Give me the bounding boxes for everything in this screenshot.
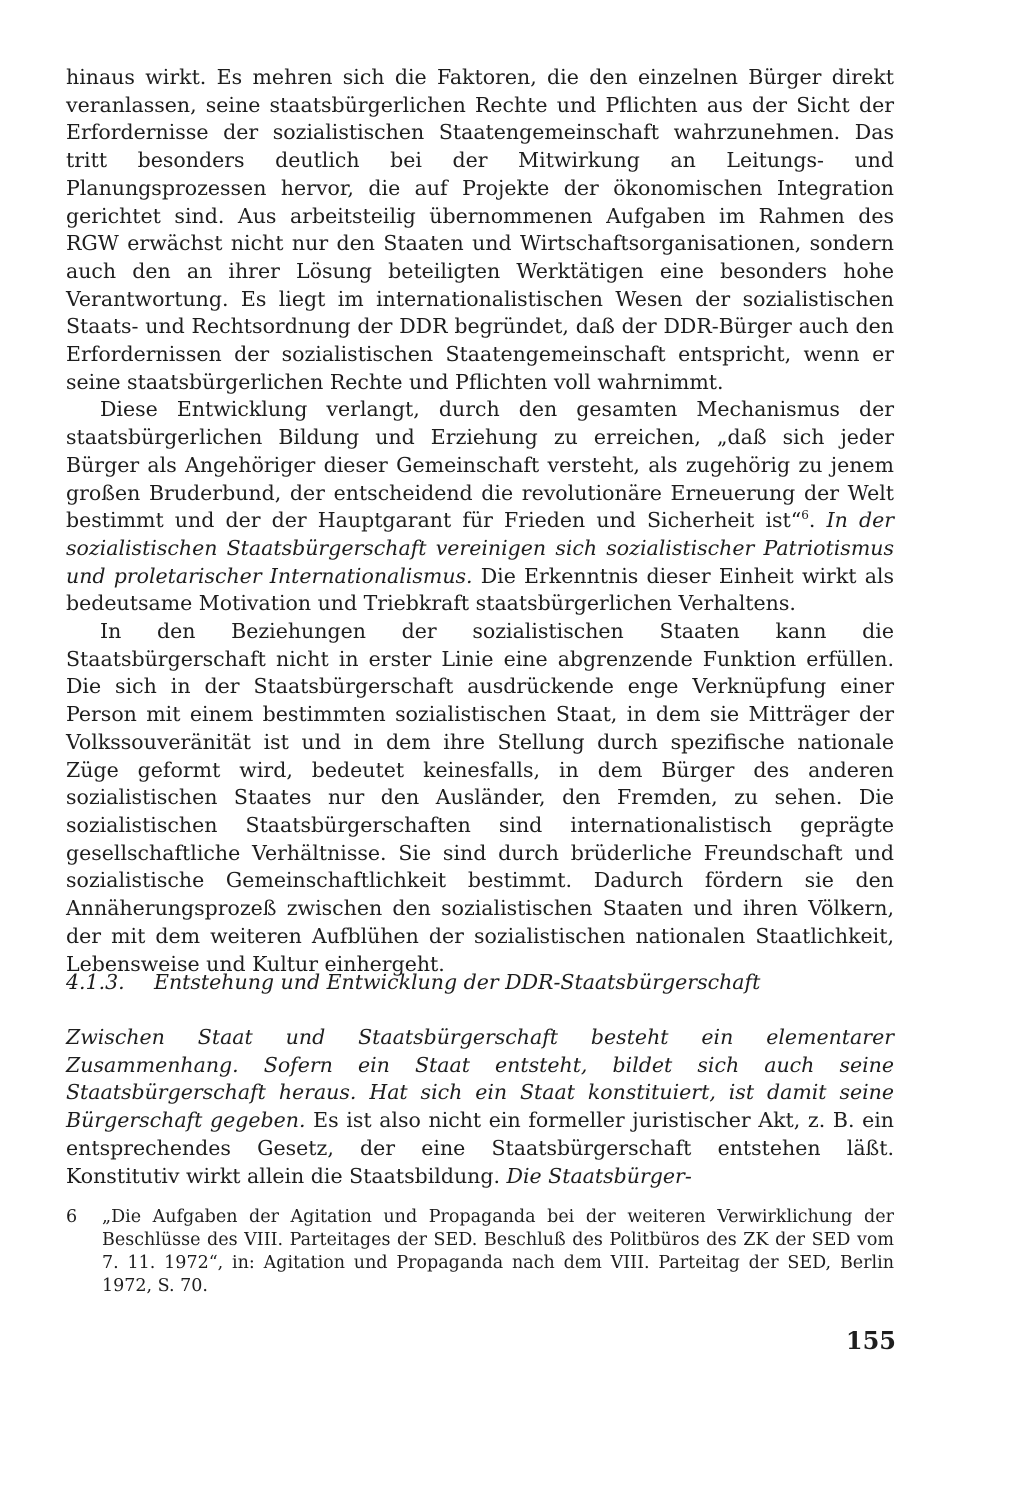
paragraph-2-italic: In der sozialistischen Staatsbürgerschaft vereinigen sich sozialistischer Patriotismus und proletarischer Internationalismus.: [66, 508, 894, 588]
paragraph-2-text-after: Die Erkenntnis dieser Einheit wirkt als bedeutsame Motivation und Triebkraft staatsbürgerlichen Verhaltens.: [66, 563, 894, 616]
footnote-number: 6: [66, 1207, 78, 1227]
section-heading: [66, 968, 894, 996]
section-text-middle: Es ist also nicht ein formeller juristischer Akt, z. B. ein entsprechendes Gesetz, der eine Staatsbürgerschaft entstehen läßt. Konstitutiv wirkt allein die Staatsbildung.: [66, 1108, 894, 1188]
footnote: [66, 1206, 894, 1298]
paragraph-1: hinaus wirkt. Es mehren sich die Faktoren, die den einzelnen Bürger direkt veranlassen, seine staatsbürgerlichen Rechte und Pflichten aus der Sicht der Erfordernisse der sozialistischen Staatengemeinschaft wahrzunehmen. Das tritt besonders deutlich bei der Mitwirkung an Leitungs- und Planungsprozessen hervor, die auf Projekte der ökonomischen Integration gerichtet sind. Aus arbeitsteilig übernommenen Aufgaben im Rahmen des RGW erwächst nicht nur den Staaten und Wirtschaftsorganisationen, sondern auch den an ihrer Lösung beteiligten Werktätigen eine besonders hohe Verantwortung. Es liegt im internationalistischen Wesen der sozialistischen Staats- und Rechtsordnung der DDR begründet, daß der DDR-Bürger auch den Erfordernissen der sozialistischen Staatengemeinschaft entspricht, wenn er seine staatsbürgerlichen Rechte und Pflichten voll wahrnimmt.: [66, 65, 894, 394]
page-number: 155: [845, 1326, 896, 1355]
footnote-reference: 6: [801, 508, 809, 523]
paragraph-2-text: Diese Entwicklung verlangt, durch den gesamten Mechanismus der staatsbürgerlichen Bildung und Erziehung zu erreichen, „daß sich jeder Bürger als Angehöriger dieser Gemeinschaft versteht, als zugehörig zu jenem großen Bruderbund, der entscheidend die revolutionäre Erneuerung der Welt bestimmt und der der Hauptgarant für Frieden und Sicherheit ist“: [66, 397, 894, 533]
paragraph-2: [66, 396, 894, 618]
section-paragraph: [66, 1024, 894, 1190]
section-number: 4.1.3.: [66, 970, 125, 994]
paragraph-2-period: .: [808, 508, 827, 533]
footnote-text: „Die Aufgaben der Agitation und Propaganda bei der weiteren Verwirklichung der Beschlüsse des VIII. Parteitages der SED. Beschluß des Politbüros des ZK der SED vom 7. 11. 1972“, in: Agitation und Propaganda nach dem VIII. Parteitag der SED, Berlin 1972, S. 70.: [102, 1207, 894, 1296]
section-italic-intro: Zwischen Staat und Staatsbürgerschaft besteht ein elementarer Zusammenhang. Sofern ein Staat entsteht, bildet sich auch seine Staatsbürgerschaft heraus. Hat sich ein Staat konstituiert, ist damit seine Bürgerschaft gegeben.: [66, 1025, 894, 1133]
section-italic-end: Die Staatsbürger-: [506, 1163, 692, 1188]
section-body: [66, 1024, 894, 1190]
section-title: Entstehung und Entwicklung der DDR-Staatsbürgerschaft: [154, 970, 761, 994]
paragraph-3: In den Beziehungen der sozialistischen Staaten kann die Staatsbürgerschaft nicht in erster Linie eine abgrenzende Funktion erfüllen. Die sich in der Staatsbürgerschaft ausdrückende enge Verknüpfung einer Person mit einem bestimmten sozialistischen Staat, in dem sie Mitträger der Volkssouveränität ist und in dem ihre Stellung durch spezifische nationale Züge geformt wird, bedeutet keinesfalls, in dem Bürger des anderen sozialistischen Staates nur den Ausländer, den Fremden, zu sehen. Die sozialistischen Staatsbürgerschaften sind internationalistisch geprägte gesellschaftliche Verhältnisse. Sie sind durch brüderliche Freundschaft und sozialistische Gemeinschaftlichkeit bestimmt. Dadurch fördern sie den Annäherungsprozeß zwischen den sozialistischen Staaten und ihren Völkern, der mit dem weiteren Aufblühen der sozialistischen nationalen Staatlichkeit, Lebensweise und Kultur einhergeht.: [66, 619, 894, 976]
main-text: [66, 64, 894, 978]
